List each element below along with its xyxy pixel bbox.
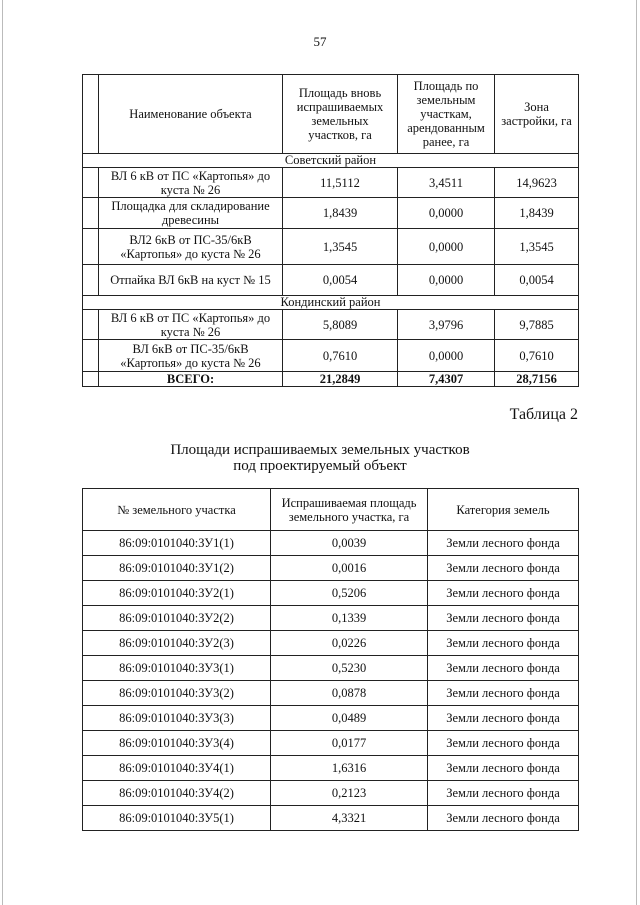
- table-caption: Таблица 2: [509, 406, 578, 423]
- section-row: [83, 296, 579, 310]
- table-cell: 86:09:0101040:ЗУ1(1): [83, 531, 271, 556]
- table-cell: ВСЕГО:: [99, 372, 283, 387]
- table-cell: Земли лесного фонда: [428, 556, 579, 581]
- table-row: [83, 731, 579, 756]
- table-cell: 0,0878: [271, 681, 428, 706]
- table-cell: 21,2849: [283, 372, 398, 387]
- table-cell: 7,4307: [398, 372, 495, 387]
- table-row: [83, 265, 579, 296]
- page-number: 57: [313, 34, 327, 49]
- table-cell: Земли лесного фонда: [428, 531, 579, 556]
- table-cell: ВЛ 6 кВ от ПС «Картопья» до куста № 26: [99, 168, 283, 198]
- table-cell: 0,1339: [271, 606, 428, 631]
- total-row: [83, 372, 579, 387]
- table-cell: [83, 265, 99, 296]
- table-cell: № земельного участка: [83, 489, 271, 531]
- table-cell: Отпайка ВЛ 6кВ на куст № 15: [99, 265, 283, 296]
- table-cell: 0,0016: [271, 556, 428, 581]
- table-title-line: под проектируемый объект: [233, 458, 407, 474]
- table-cell: Категория земель: [428, 489, 579, 531]
- table-cell: 86:09:0101040:ЗУ4(1): [83, 756, 271, 781]
- table-cell: 86:09:0101040:ЗУ3(4): [83, 731, 271, 756]
- table-cell: 0,5230: [271, 656, 428, 681]
- table-cell: 86:09:0101040:ЗУ3(3): [83, 706, 271, 731]
- table-header-row: [83, 75, 579, 154]
- table-row: [83, 198, 579, 229]
- table-row: [83, 310, 579, 340]
- table-cell: 4,3321: [271, 806, 428, 831]
- table-title-line: Площади испрашиваемых земельных участков: [170, 442, 470, 458]
- table-cell: Испрашиваемая площадь земельного участка, га: [271, 489, 428, 531]
- table-cell: [83, 340, 99, 372]
- table-cell: Советский район: [83, 154, 579, 168]
- table-cell: 14,9623: [495, 168, 579, 198]
- table-row: [83, 581, 579, 606]
- table-cell: Зона застройки, га: [495, 75, 579, 154]
- table-cell: 86:09:0101040:ЗУ3(1): [83, 656, 271, 681]
- table-row: [83, 556, 579, 581]
- table-cell: [83, 229, 99, 265]
- table-cell: 3,9796: [398, 310, 495, 340]
- table-cell: 0,7610: [495, 340, 579, 372]
- table-cell: [83, 310, 99, 340]
- table-cell: 9,7885: [495, 310, 579, 340]
- table-row: [83, 806, 579, 831]
- table-row: [83, 229, 579, 265]
- table-cell: Земли лесного фонда: [428, 781, 579, 806]
- table-cell: 0,0000: [398, 265, 495, 296]
- table-cell: Площадь вновь испрашиваемых земельных участков, га: [283, 75, 398, 154]
- table-title: [0, 442, 640, 474]
- table-cell: 0,0054: [283, 265, 398, 296]
- table-cell: 0,0177: [271, 731, 428, 756]
- table-cell: 1,3545: [283, 229, 398, 265]
- table-cell: 0,0000: [398, 340, 495, 372]
- table-cell: [83, 75, 99, 154]
- table-cell: 86:09:0101040:ЗУ2(2): [83, 606, 271, 631]
- table-cell: Земли лесного фонда: [428, 706, 579, 731]
- table-cell: 0,5206: [271, 581, 428, 606]
- table-row: [83, 756, 579, 781]
- table-cell: Земли лесного фонда: [428, 681, 579, 706]
- table-cell: Земли лесного фонда: [428, 581, 579, 606]
- table-cell: Площадь по земельным участкам, арендованным ранее, га: [398, 75, 495, 154]
- table-cell: Кондинский район: [83, 296, 579, 310]
- table-cell: Земли лесного фонда: [428, 731, 579, 756]
- table-row: [83, 681, 579, 706]
- table-cell: 86:09:0101040:ЗУ1(2): [83, 556, 271, 581]
- table-cell: 86:09:0101040:ЗУ2(1): [83, 581, 271, 606]
- table-cell: Земли лесного фонда: [428, 756, 579, 781]
- table-cell: 0,0039: [271, 531, 428, 556]
- table-cell: Наименование объекта: [99, 75, 283, 154]
- table-row: [83, 168, 579, 198]
- table-cell: 86:09:0101040:ЗУ2(3): [83, 631, 271, 656]
- table-cell: 0,0054: [495, 265, 579, 296]
- objects-area-table: [82, 74, 579, 387]
- table-cell: Площадка для складирование древесины: [99, 198, 283, 229]
- table-cell: 28,7156: [495, 372, 579, 387]
- table-cell: Земли лесного фонда: [428, 606, 579, 631]
- table-row: [83, 706, 579, 731]
- table-cell: 1,3545: [495, 229, 579, 265]
- table-cell: [83, 372, 99, 387]
- table-row: [83, 340, 579, 372]
- table-cell: 1,8439: [495, 198, 579, 229]
- table-cell: 0,0489: [271, 706, 428, 731]
- table-cell: ВЛ2 6кВ от ПС-35/6кВ «Картопья» до куста № 26: [99, 229, 283, 265]
- table-row: [83, 656, 579, 681]
- table-cell: 86:09:0101040:ЗУ3(2): [83, 681, 271, 706]
- table-cell: 86:09:0101040:ЗУ5(1): [83, 806, 271, 831]
- table-cell: Земли лесного фонда: [428, 631, 579, 656]
- table-cell: 0,2123: [271, 781, 428, 806]
- table-cell: Земли лесного фонда: [428, 656, 579, 681]
- table-cell: 11,5112: [283, 168, 398, 198]
- table-cell: 0,0226: [271, 631, 428, 656]
- table-cell: 5,8089: [283, 310, 398, 340]
- table-cell: 0,0000: [398, 198, 495, 229]
- table-header-row: [83, 489, 579, 531]
- table-row: [83, 531, 579, 556]
- table-cell: ВЛ 6кВ от ПС-35/6кВ «Картопья» до куста № 26: [99, 340, 283, 372]
- table-cell: 0,0000: [398, 229, 495, 265]
- table-cell: [83, 198, 99, 229]
- table-row: [83, 781, 579, 806]
- table-cell: 1,8439: [283, 198, 398, 229]
- table-row: [83, 606, 579, 631]
- table-cell: 1,6316: [271, 756, 428, 781]
- land-plots-table: [82, 488, 579, 831]
- table-cell: Земли лесного фонда: [428, 806, 579, 831]
- section-row: [83, 154, 579, 168]
- table-cell: ВЛ 6 кВ от ПС «Картопья» до куста № 26: [99, 310, 283, 340]
- table-cell: 0,7610: [283, 340, 398, 372]
- table-row: [83, 631, 579, 656]
- table-cell: [83, 168, 99, 198]
- table-cell: 86:09:0101040:ЗУ4(2): [83, 781, 271, 806]
- table-cell: 3,4511: [398, 168, 495, 198]
